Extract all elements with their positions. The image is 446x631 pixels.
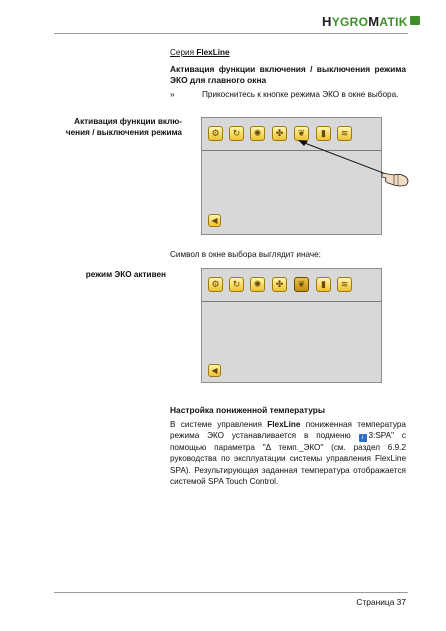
back-arrow-icon[interactable]: ◀ bbox=[208, 364, 221, 377]
bulb-icon[interactable]: ✺ bbox=[250, 126, 265, 141]
selection-window-2 bbox=[201, 268, 382, 383]
back-arrow-icon[interactable]: ◀ bbox=[208, 214, 221, 227]
hygromatik-logo: HYGROMATIK bbox=[322, 14, 420, 29]
fan-icon[interactable]: ✤ bbox=[272, 277, 287, 292]
steam-icon[interactable]: ≋ bbox=[337, 126, 352, 141]
fan-icon[interactable]: ✤ bbox=[272, 126, 287, 141]
series-line: Серия FlexLine bbox=[170, 48, 230, 57]
side-label-eco-active: режим ЭКО активен bbox=[85, 270, 166, 279]
bulb-icon[interactable]: ✺ bbox=[250, 277, 265, 292]
page-number: Страница 37 bbox=[356, 597, 406, 607]
section-body-reduced-temp: В системе управления FlexLine пониженная температура режима ЭКО устанавливается в подменю i 3:SPA" с помощью параметра "Δ темп._ЭКО" (см. раздел 6.9.2 руководства по эксплуатации системы управления FlexLine SPA). Результирующая заданная температура отображается системой SPA Touch Control. bbox=[170, 420, 406, 486]
pointer-arrow bbox=[290, 138, 390, 178]
steam-icon[interactable]: ≋ bbox=[337, 277, 352, 292]
thermometer-icon[interactable]: ▮ bbox=[316, 277, 331, 292]
header-divider bbox=[54, 33, 408, 34]
symbol-caption: Символ в окне выбора выглядит иначе: bbox=[170, 250, 321, 259]
gear-icon[interactable]: ⚙ bbox=[208, 126, 223, 141]
section-heading-reduced-temp: Настройка пониженной температуры bbox=[170, 405, 326, 415]
refresh-icon[interactable]: ↻ bbox=[229, 277, 244, 292]
side-label-activation: Активация функции вклю- чения / выключения режима bbox=[65, 117, 182, 137]
footer-divider bbox=[54, 592, 408, 593]
arrow-line bbox=[302, 142, 386, 174]
main-heading: Активация функции включения / выключения режима ЭКО для главного окна bbox=[170, 64, 406, 85]
submenu-info-icon: i bbox=[359, 434, 367, 442]
eco-leaf-active-icon[interactable]: ❦ bbox=[294, 277, 309, 292]
thermometer-icon[interactable]: ▮ bbox=[316, 126, 331, 141]
pointing-hand-icon bbox=[380, 163, 412, 191]
gear-icon[interactable]: ⚙ bbox=[208, 277, 223, 292]
eco-leaf-icon[interactable]: ❦ bbox=[294, 126, 309, 141]
logo-mark-icon bbox=[410, 16, 420, 25]
refresh-icon[interactable]: ↻ bbox=[229, 126, 244, 141]
arrow-head bbox=[298, 140, 308, 146]
